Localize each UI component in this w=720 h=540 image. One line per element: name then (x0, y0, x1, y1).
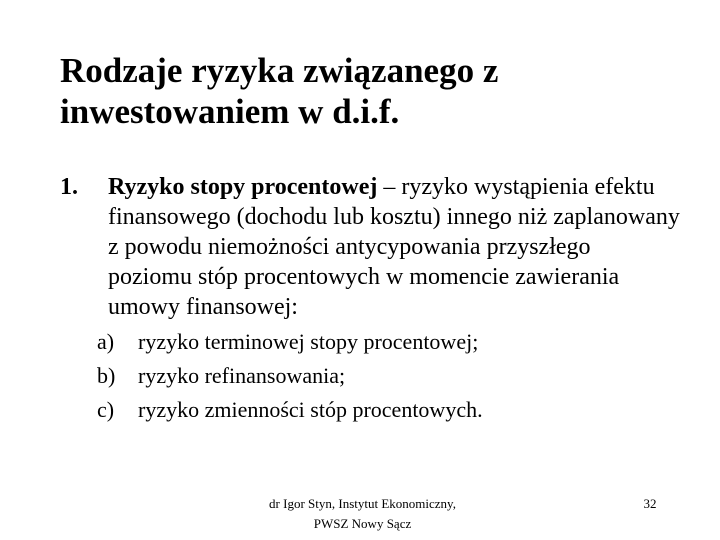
sublist-item (97, 325, 680, 359)
footer-author: dr Igor Styn, Instytut Ekonomiczny, (269, 496, 456, 511)
sublist-item-text: ryzyko terminowej stopy procentowej; (138, 329, 479, 354)
sublist-item-text: ryzyko zmienności stóp procentowych. (138, 397, 483, 422)
slide-title: Rodzaje ryzyka związanego z inwestowaniem w d.i.f. (60, 51, 499, 131)
sublist-item-text: ryzyko refinansowania; (138, 363, 346, 388)
sublist-item-letter: b) (97, 363, 116, 388)
list-item (60, 172, 680, 322)
sublist-item (97, 359, 680, 393)
list-item-term: Ryzyko stopy procentowej (108, 174, 378, 200)
list-item-definition: – ryzyko wystąpienia efektu finansowego (dochodu lub kosztu) innego niż zaplanowany z powodu niemożności antycypowania przyszłego poziomu stóp procentowych w momencie zawierania umowy finansowej: (108, 174, 680, 320)
sublist-item-letter: a) (97, 329, 115, 354)
sublist-item-letter: c) (97, 397, 115, 422)
slide-body (60, 172, 680, 427)
list-item-number: 1. (60, 174, 78, 200)
footer-institution: PWSZ Nowy Sącz (313, 516, 412, 531)
slide-footer (250, 494, 475, 534)
page-number: 32 (643, 496, 657, 511)
sublist (97, 325, 680, 427)
sublist-item (97, 393, 680, 427)
